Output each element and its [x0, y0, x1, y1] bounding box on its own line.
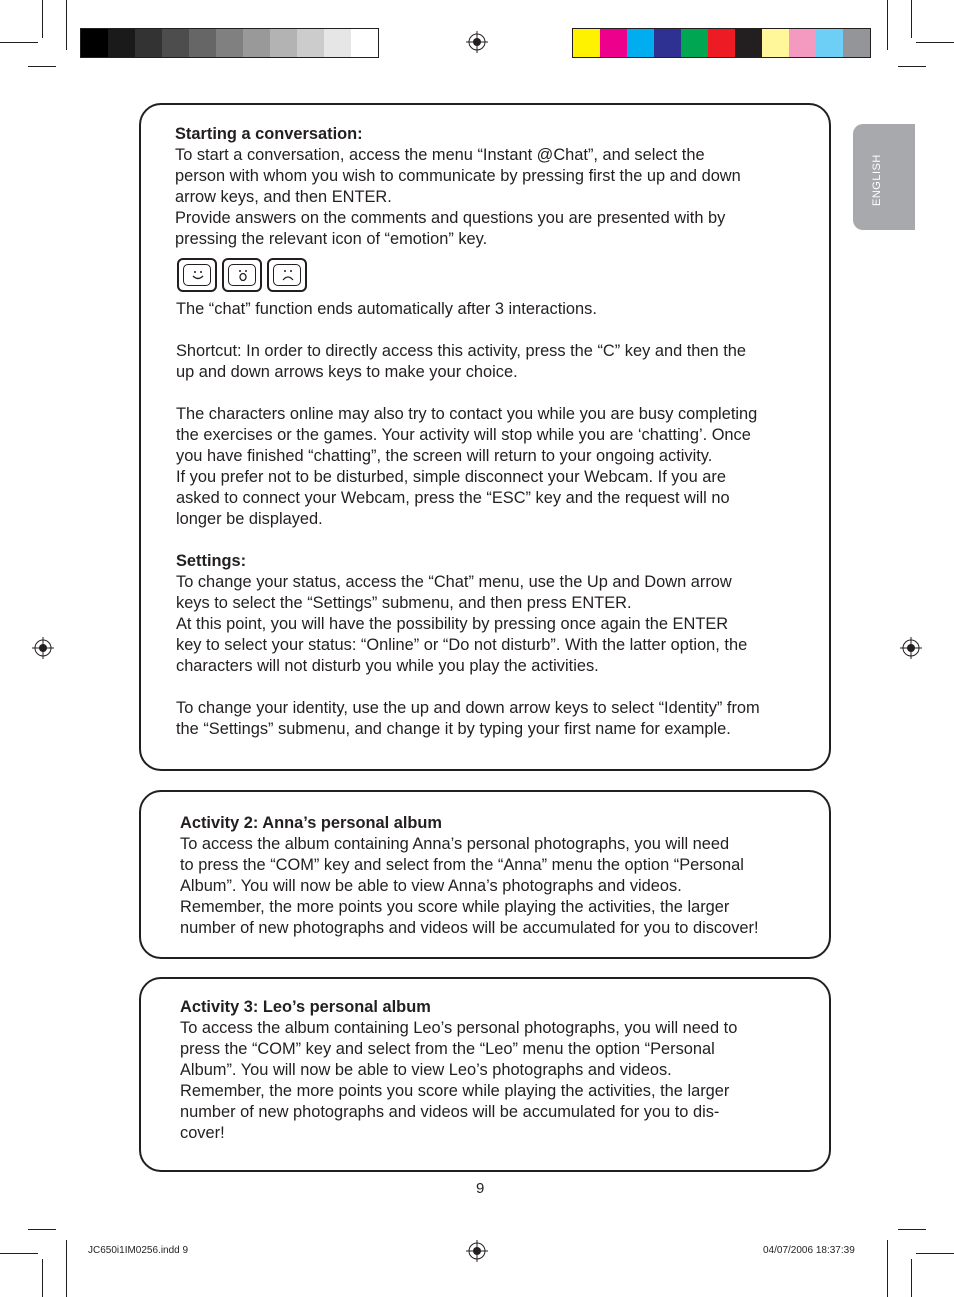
footer-datetime: 04/07/2006 18:37:39 [763, 1245, 855, 1256]
color-swatch [324, 29, 351, 57]
text-line: Album”. You will now be able to view Leo’s photographs and videos. [180, 1061, 672, 1079]
chat-section-text-continued [176, 299, 760, 740]
color-swatch [108, 29, 135, 57]
crop-mark [42, 0, 43, 38]
surprised-face-icon [233, 266, 253, 284]
activity-2-heading: Activity 2: Anna’s personal album [180, 814, 443, 832]
text-line: number of new photographs and videos will be accumulated for you to discover! [180, 919, 759, 937]
text-line: To change your identity, use the up and down arrow keys to select “Identity” from [176, 699, 760, 717]
text-line: Remember, the more points you score while playing the activities, the larger [180, 1082, 730, 1100]
text-line: At this point, you will have the possibility by pressing once again the ENTER [176, 615, 729, 633]
crop-mark [898, 66, 926, 67]
text-line: To change your status, access the “Chat” menu, use the Up and Down arrow [176, 573, 732, 591]
text-line: press the “COM” key and select from the “Leo” menu the option “Personal [180, 1040, 715, 1058]
settings-heading: Settings: [176, 552, 247, 570]
text-line: The “chat” function ends automatically after 3 interactions. [176, 300, 597, 318]
crop-mark [0, 1253, 38, 1254]
sad-face-icon [278, 266, 298, 284]
text-line: person with whom you wish to communicate by pressing first the up and down [175, 167, 741, 185]
color-swatch [735, 29, 762, 57]
text-line: up and down arrows keys to make your choice. [176, 363, 518, 381]
section-heading: Starting a conversation: [175, 125, 363, 143]
text-line: number of new photographs and videos will be accumulated for you to dis- [180, 1103, 720, 1121]
language-tab [853, 124, 915, 230]
text-line: you have finished “chatting”, the screen will return to your ongoing activity. [176, 447, 713, 465]
page-number: 9 [476, 1180, 485, 1197]
text-line: to press the “COM” key and select from the “Anna” menu the option “Personal [180, 856, 744, 874]
color-swatch [600, 29, 627, 57]
happy-face-icon [188, 266, 208, 284]
color-swatch [216, 29, 243, 57]
grayscale-color-bar [80, 28, 379, 58]
crop-mark [66, 1240, 67, 1297]
text-line: the “Settings” submenu, and change it by typing your first name for example. [176, 720, 731, 738]
text-line: pressing the relevant icon of “emotion” key. [175, 230, 488, 248]
crop-mark [887, 0, 888, 50]
text-line: arrow keys, and then ENTER. [175, 188, 392, 206]
color-swatch [351, 29, 378, 57]
text-line: keys to select the “Settings” submenu, and then press ENTER. [176, 594, 632, 612]
color-swatch [654, 29, 681, 57]
color-swatch [135, 29, 162, 57]
crop-mark [42, 1259, 43, 1297]
registration-mark-icon [466, 31, 488, 53]
crop-mark [916, 1253, 954, 1254]
registration-mark-icon [466, 1240, 488, 1262]
surprised-key [222, 258, 262, 292]
color-swatch [627, 29, 654, 57]
text-line: To access the album containing Leo’s personal photographs, you will need to [180, 1019, 738, 1037]
text-line: the exercises or the games. Your activity will stop while you are ‘chatting’. Once [176, 426, 751, 444]
color-swatch [243, 29, 270, 57]
text-line: The characters online may also try to contact you while you are busy completing [176, 405, 758, 423]
color-swatch [162, 29, 189, 57]
text-line: Album”. You will now be able to view Anna’s photographs and videos. [180, 877, 682, 895]
color-swatch [681, 29, 708, 57]
crop-mark [66, 0, 67, 50]
crop-mark [28, 66, 56, 67]
color-swatch [816, 29, 843, 57]
text-line: Remember, the more points you score while playing the activities, the larger [180, 898, 730, 916]
footer-file-name: JC650i1IM0256.indd 9 [88, 1245, 189, 1256]
activity-3-heading: Activity 3: Leo’s personal album [180, 998, 431, 1016]
text-line: To start a conversation, access the menu “Instant @Chat”, and select the [175, 146, 705, 164]
process-color-bar [572, 28, 871, 58]
activity-2-text [180, 813, 759, 939]
crop-mark [916, 42, 954, 43]
color-swatch [708, 29, 735, 57]
registration-mark-icon [32, 637, 54, 659]
text-line: Provide answers on the comments and questions you are presented with by [175, 209, 726, 227]
text-line: asked to connect your Webcam, press the “ESC” key and the request will no [176, 489, 730, 507]
crop-mark [887, 1240, 888, 1297]
crop-mark [911, 0, 912, 38]
crop-mark [28, 1229, 56, 1230]
color-swatch [762, 29, 789, 57]
crop-mark [911, 1259, 912, 1297]
text-line: key to select your status: “Online” or “Do not disturb”. With the latter option, the [176, 636, 748, 654]
text-line: Shortcut: In order to directly access this activity, press the “C” key and then the [176, 342, 746, 360]
color-swatch [297, 29, 324, 57]
color-swatch [189, 29, 216, 57]
crop-mark [0, 42, 38, 43]
color-swatch [81, 29, 108, 57]
color-swatch [843, 29, 870, 57]
color-swatch [270, 29, 297, 57]
color-swatch [789, 29, 816, 57]
text-line: characters will not disturb you while you play the activities. [176, 657, 599, 675]
text-line: longer be displayed. [176, 510, 323, 528]
happy-key [177, 258, 217, 292]
color-swatch [573, 29, 600, 57]
registration-mark-icon [900, 637, 922, 659]
crop-mark [898, 1229, 926, 1230]
activity-3-text [180, 997, 737, 1144]
chat-section-text [175, 124, 741, 250]
sad-key [267, 258, 307, 292]
language-tab-label: ENGLISH [871, 154, 883, 206]
text-line: cover! [180, 1124, 225, 1142]
text-line: If you prefer not to be disturbed, simple disconnect your Webcam. If you are [176, 468, 726, 486]
text-line: To access the album containing Anna’s personal photographs, you will need [180, 835, 730, 853]
